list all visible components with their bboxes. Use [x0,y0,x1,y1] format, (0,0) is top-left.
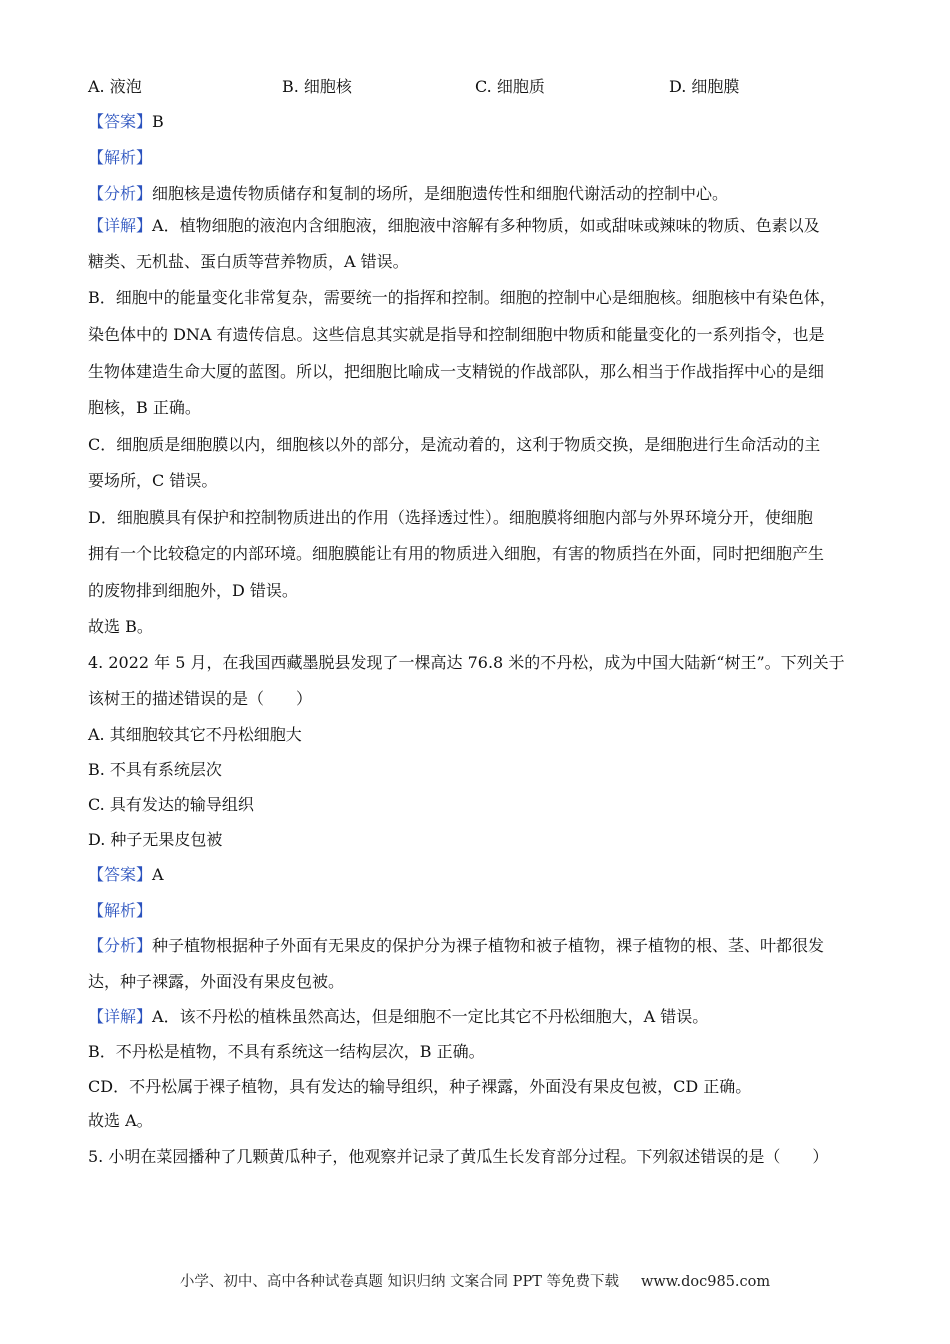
q3-answer [88,112,868,132]
q4-conclusion: 故选 A。 [88,1111,153,1130]
q3-detail-line: 要场所，C 错误。 [88,471,218,490]
q3-detail-line: D．细胞膜具有保护和控制物质进出的作用（选择透过性）。细胞膜将细胞内部与外界环境分开，使细胞 [88,508,813,527]
q4-detail-line: B．不丹松是植物，不具有系统这一结构层次，B 正确。 [88,1042,485,1061]
q4-fenxi-cont: 达，种子裸露，外面没有果皮包被。 [88,972,345,991]
q4-answer [88,865,868,885]
fenxi-tag: 【分析】 [88,936,153,955]
answer-tag: 【答案】 [88,112,153,131]
q4-option-c: C. 具有发达的输导组织 [88,795,254,814]
fenxi-text: 种子植物根据种子外面有无果皮的保护分为裸子植物和被子植物，裸子植物的根、茎、叶都很发 [152,936,825,955]
q4-fenxi [88,936,868,956]
q5-stem: 5. 小明在菜园播种了几颗黄瓜种子，他观察并记录了黄瓜生长发育部分过程。下列叙述错误的是（ ） [88,1147,829,1166]
footer-url[interactable]: www.doc985.com [640,1274,771,1290]
q3-detail-line: 胞核，B 正确。 [88,398,201,417]
xiangjie-tag: 【详解】 [88,1007,153,1026]
q3-detail-line: 拥有一个比较稳定的内部环境。细胞膜能让有用的物质进入细胞，有害的物质挡在外面，同时把细胞产生 [88,544,825,563]
detail-text: A．植物细胞的液泡内含细胞液，细胞液中溶解有多种物质，如或甜味或辣味的物质、色素以及 [152,216,820,235]
q4-detail-line [88,1007,868,1027]
q4-stem: 4. 2022 年 5 月，在我国西藏墨脱县发现了一棵高达 76.8 米的不丹松，成为中国大陆新“树王”。下列关于 [88,653,845,672]
q3-option-c: C. 细胞质 [475,77,545,96]
q3-option-d: D. 细胞膜 [669,77,740,96]
fenxi-tag: 【分析】 [88,184,153,203]
q3-detail-line: B．细胞中的能量变化非常复杂，需要统一的指挥和控制。细胞的控制中心是细胞核。细胞核中有染色体， [88,288,836,307]
q3-detail-line [88,216,868,236]
q4-option-b: B. 不具有系统层次 [88,760,222,779]
xiangjie-tag: 【详解】 [88,216,153,235]
q4-option-d: D. 种子无果皮包被 [88,830,223,849]
q4-option-a: A. 其细胞较其它不丹松细胞大 [88,725,302,744]
q3-option-a: A. 液泡 [88,77,142,96]
q3-analysis-tag: 【解析】 [88,148,153,167]
fenxi-text: 细胞核是遗传物质储存和复制的场所，是细胞遗传性和细胞代谢活动的控制中心。 [152,184,729,203]
q3-conclusion: 故选 B。 [88,617,153,636]
footer-text: 小学、初中、高中各种试卷真题 知识归纳 文案合同 PPT 等免费下载 [179,1274,619,1290]
q4-detail-line: CD．不丹松属于裸子植物，具有发达的输导组织，种子裸露，外面没有果皮包被，CD 正确。 [88,1077,752,1096]
answer-value: B [152,112,164,131]
q4-stem: 该树王的描述错误的是（ ） [88,689,313,708]
q3-option-b: B. 细胞核 [282,77,352,96]
q3-detail-line: C．细胞质是细胞膜以内，细胞核以外的部分，是流动着的，这利于物质交换，是细胞进行生命活动的主 [88,435,821,454]
page-footer [0,1270,950,1291]
detail-text: A．该不丹松的植株虽然高达，但是细胞不一定比其它不丹松细胞大，A 错误。 [152,1007,709,1026]
q3-fenxi [88,184,868,204]
q3-detail-line: 生物体建造生命大厦的蓝图。所以，把细胞比喻成一支精锐的作战部队，那么相当于作战指挥中心的是细 [88,362,825,381]
q4-analysis-tag: 【解析】 [88,901,153,920]
q3-detail-line: 的废物排到细胞外，D 错误。 [88,581,298,600]
answer-value: A [152,865,164,884]
q3-detail-line: 糖类、无机盐、蛋白质等营养物质，A 错误。 [88,252,409,271]
answer-tag: 【答案】 [88,865,153,884]
q3-detail-line: 染色体中的 DNA 有遗传信息。这些信息其实就是指导和控制细胞中物质和能量变化的一系列指令，也是 [88,325,825,344]
